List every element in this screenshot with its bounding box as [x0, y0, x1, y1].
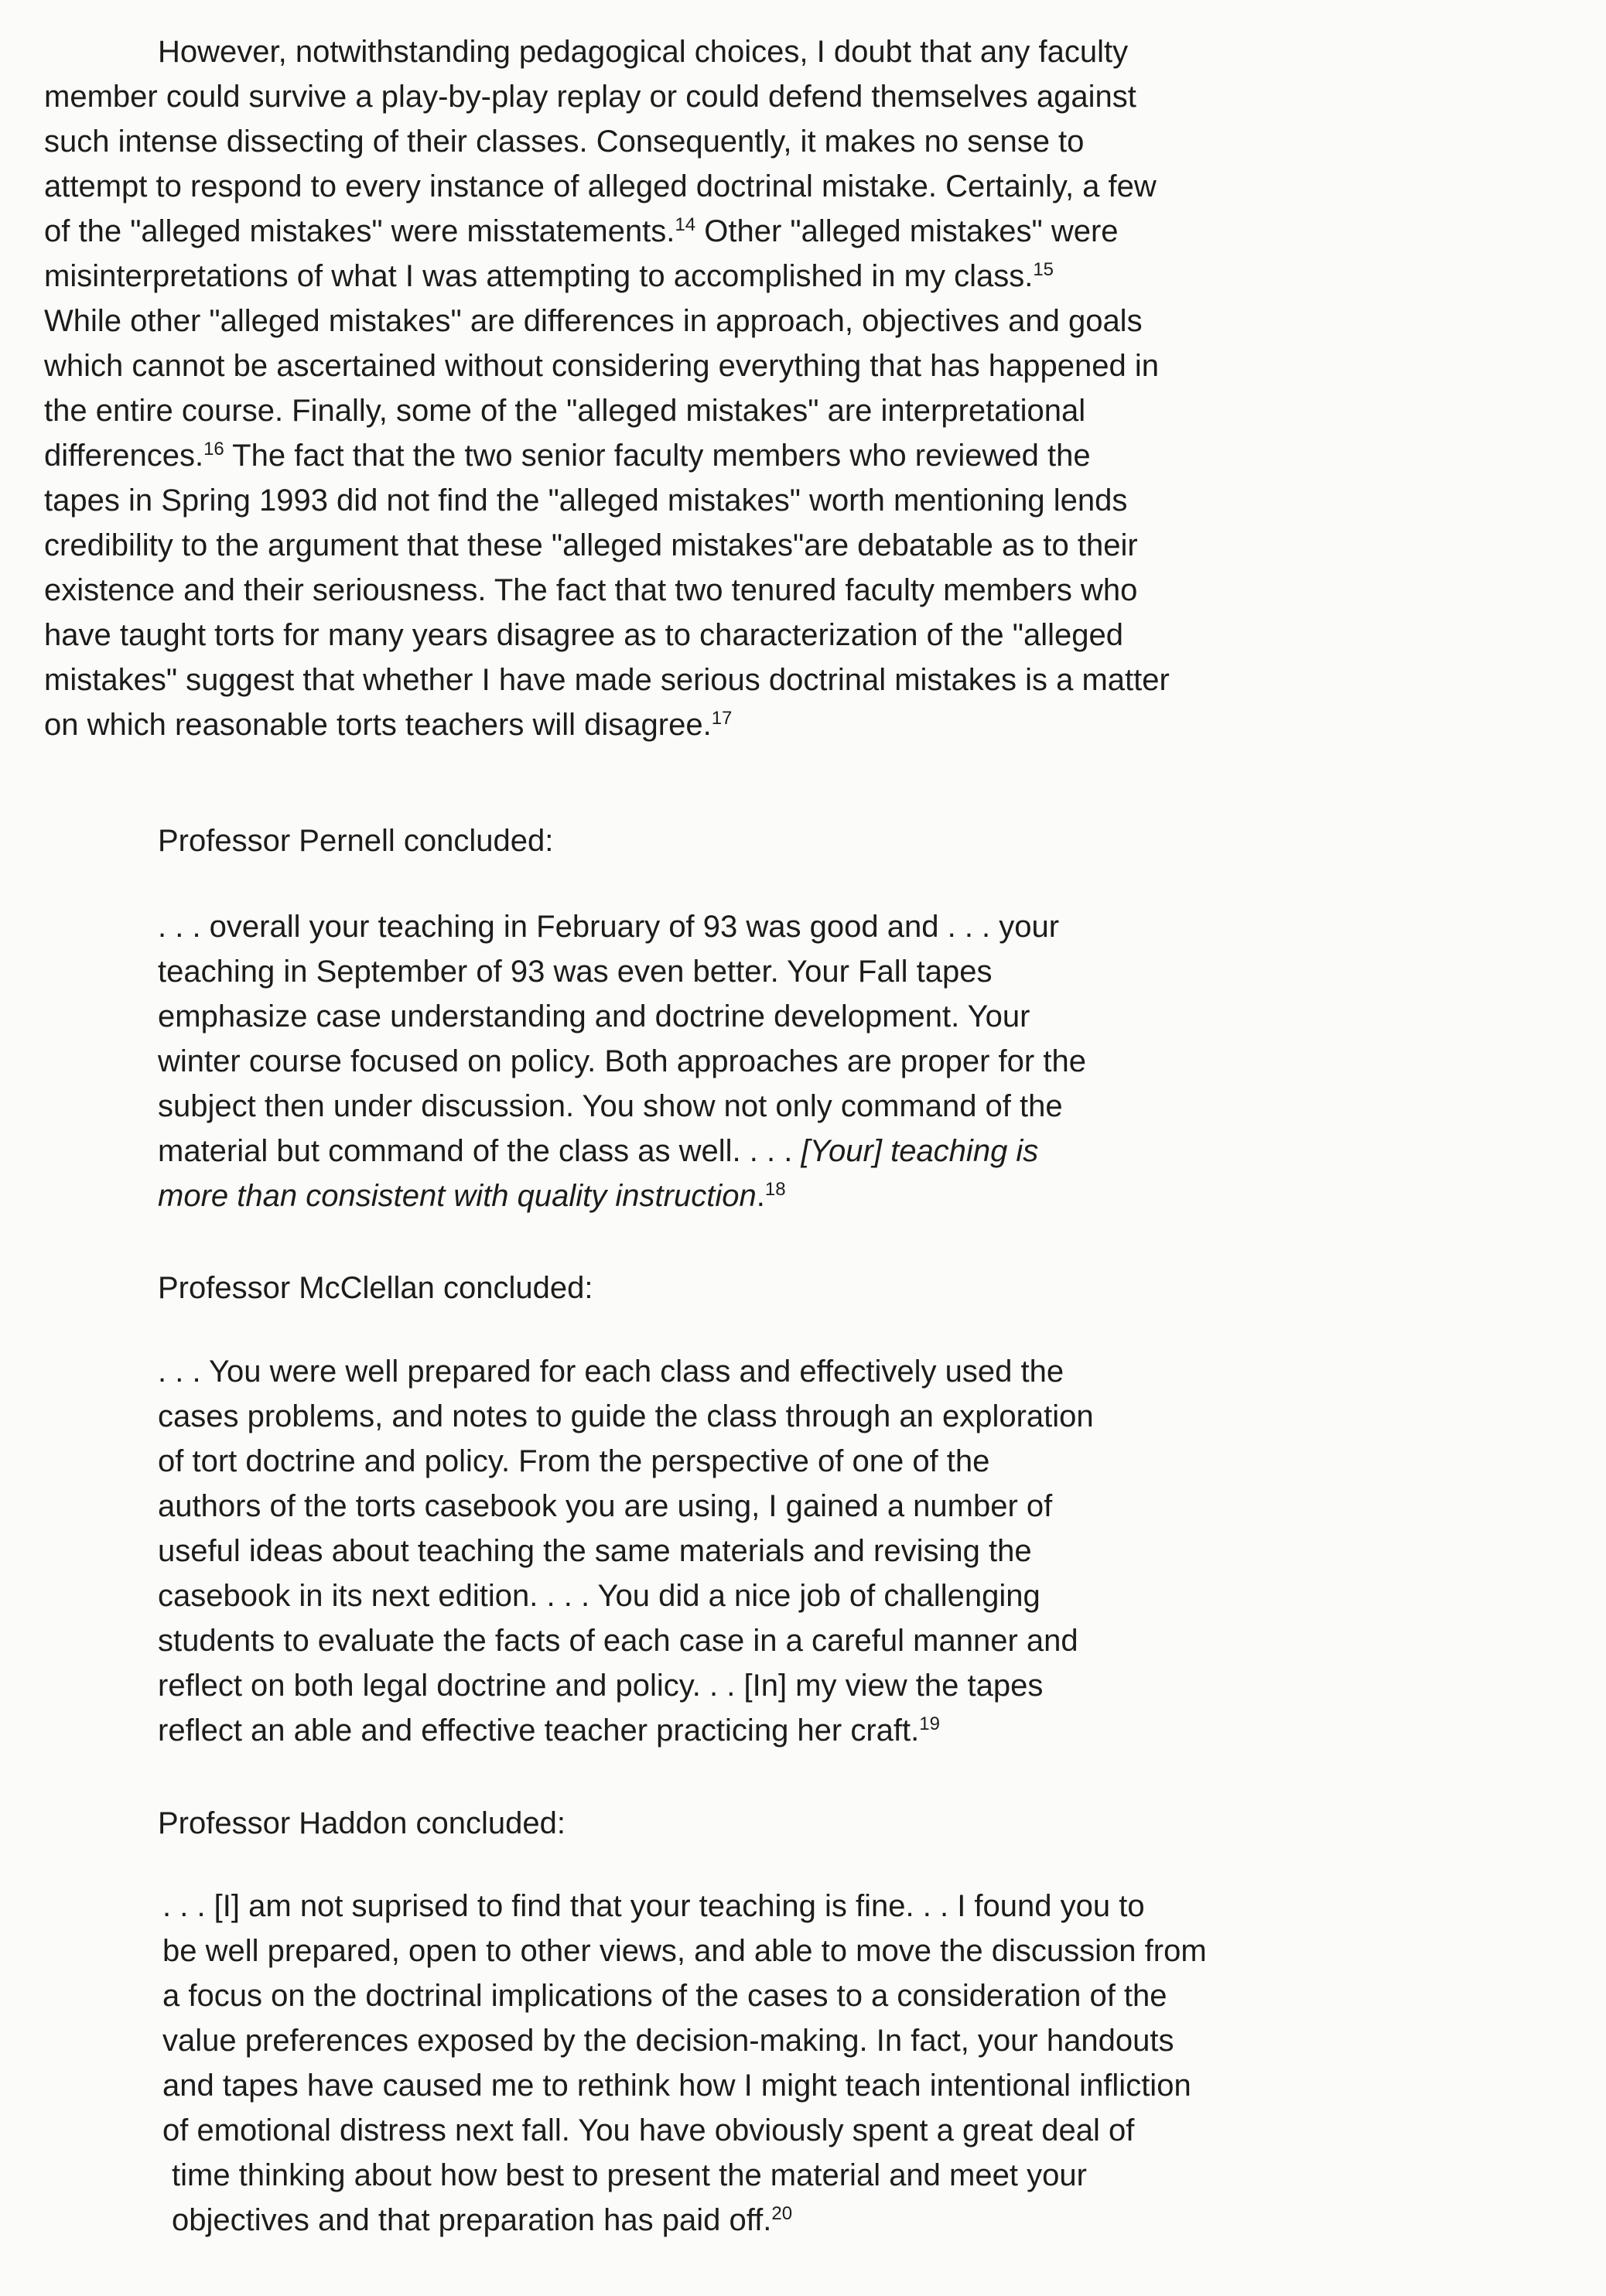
text-segment: While other "alleged mistakes" are differences in approach, objectives and goals: [44, 304, 1143, 338]
text-line: [162, 2018, 1207, 2063]
text-line: [158, 1174, 1086, 1218]
text-line: [158, 1618, 1094, 1663]
text-line: [44, 388, 1170, 433]
text-line: [44, 433, 1170, 478]
text-segment: . . . overall your teaching in February of 93 was good and . . . your: [158, 910, 1060, 944]
quote-pernell: [158, 904, 1086, 1218]
text-line: [44, 568, 1170, 613]
quote-heading-pernell: Professor Pernell concluded:: [158, 824, 554, 858]
text-segment: material but command of the class as well. . . .: [158, 1134, 801, 1168]
quote-heading-mcclellan: Professor McClellan concluded:: [158, 1271, 593, 1305]
text-line: [158, 1663, 1094, 1708]
footnote-marker: 19: [919, 1713, 940, 1734]
text-segment: . . . You were well prepared for each class and effectively used the: [158, 1355, 1064, 1389]
text-line: [158, 949, 1086, 994]
text-line: [162, 2108, 1207, 2153]
text-line: [44, 209, 1170, 254]
text-line: [162, 1973, 1207, 2018]
text-line: [162, 1929, 1207, 1973]
text-line: [158, 1084, 1086, 1129]
text-segment: reflect on both legal doctrine and policy. . . [In] my view the tapes: [158, 1669, 1044, 1703]
text-segment: The fact that the two senior faculty members who reviewed the: [224, 439, 1091, 473]
text-segment: and tapes have caused me to rethink how I might teach intentional infliction: [162, 2069, 1191, 2103]
text-line: [158, 1708, 1094, 1753]
text-segment: useful ideas about teaching the same materials and revising the: [158, 1534, 1032, 1568]
text-line: [44, 658, 1170, 702]
text-line: [44, 119, 1170, 164]
text-line: [44, 523, 1170, 568]
text-line: [162, 2153, 1207, 2198]
text-segment: Other "alleged mistakes" were: [695, 214, 1119, 248]
quote-mcclellan: [158, 1349, 1094, 1753]
text-line: [44, 343, 1170, 388]
text-line: [158, 1039, 1086, 1084]
quote-heading-haddon: Professor Haddon concluded:: [158, 1806, 566, 1840]
footnote-marker: 17: [711, 708, 733, 729]
text-segment: credibility to the argument that these "alleged mistakes"are debatable as to their: [44, 528, 1138, 562]
text-segment: students to evaluate the facts of each case in a careful manner and: [158, 1624, 1078, 1658]
text-segment: misinterpretations of what I was attempting to accomplished in my class.: [44, 259, 1034, 293]
footnote-marker: 14: [675, 214, 696, 235]
text-line: [44, 299, 1170, 343]
text-segment: attempt to respond to every instance of alleged doctrinal mistake. Certainly, a few: [44, 169, 1157, 203]
footnote-marker: 16: [203, 439, 224, 460]
text-segment: differences.: [44, 439, 204, 473]
text-segment: [Your] teaching is: [801, 1134, 1039, 1168]
text-segment: reflect an able and effective teacher practicing her craft.: [158, 1713, 920, 1748]
text-segment: . . . [I] am not suprised to find that your teaching is fine. . . I found you to: [162, 1889, 1145, 1923]
text-line: [44, 29, 1170, 74]
text-segment: casebook in its next edition. . . . You did a nice job of challenging: [158, 1579, 1040, 1613]
text-line: [44, 702, 1170, 747]
text-line: [44, 74, 1170, 119]
text-line: [44, 254, 1170, 299]
text-segment: subject then under discussion. You show not only command of the: [158, 1089, 1063, 1123]
text-segment: the entire course. Finally, some of the "alleged mistakes" are interpretational: [44, 394, 1086, 428]
footnote-marker: 20: [771, 2203, 793, 2224]
text-line: [158, 1349, 1094, 1394]
footnote-marker: 15: [1033, 259, 1054, 280]
text-segment: on which reasonable torts teachers will disagree.: [44, 708, 712, 742]
text-line: [158, 994, 1086, 1039]
text-line: [162, 1884, 1207, 1929]
text-segment: mistakes" suggest that whether I have made serious doctrinal mistakes is a matter: [44, 663, 1170, 697]
text-segment: time thinking about how best to present the material and meet your: [172, 2158, 1087, 2192]
text-segment: member could survive a play-by-play replay or could defend themselves against: [44, 80, 1136, 114]
text-line: [44, 613, 1170, 658]
text-segment: teaching in September of 93 was even better. Your Fall tapes: [158, 955, 993, 989]
text-segment: value preferences exposed by the decision-making. In fact, your handouts: [162, 2024, 1174, 2058]
text-segment: of the "alleged mistakes" were misstatements.: [44, 214, 675, 248]
text-segment: authors of the torts casebook you are using, I gained a number of: [158, 1489, 1053, 1523]
text-segment: tapes in Spring 1993 did not find the "alleged mistakes" worth mentioning lends: [44, 483, 1128, 518]
text-segment: of tort doctrine and policy. From the perspective of one of the: [158, 1444, 990, 1478]
text-segment: more than consistent with quality instruction: [158, 1179, 757, 1213]
quote-haddon: [162, 1884, 1207, 2243]
body-paragraph: [44, 29, 1170, 747]
text-line: [44, 164, 1170, 209]
text-segment: of emotional distress next fall. You have obviously spent a great deal of: [162, 2113, 1135, 2147]
text-segment: winter course focused on policy. Both approaches are proper for the: [158, 1044, 1086, 1078]
text-segment: be well prepared, open to other views, and able to move the discussion from: [162, 1934, 1207, 1968]
text-line: [158, 1529, 1094, 1573]
text-line: [158, 1394, 1094, 1439]
text-line: [158, 1129, 1086, 1174]
text-segment: have taught torts for many years disagree as to characterization of the "alleged: [44, 618, 1123, 652]
text-line: [162, 2198, 1207, 2243]
text-segment: which cannot be ascertained without considering everything that has happened in: [44, 349, 1159, 383]
footnote-marker: 18: [764, 1179, 786, 1200]
text-segment: existence and their seriousness. The fact that two tenured faculty members who: [44, 573, 1138, 607]
text-line: [162, 2063, 1207, 2108]
text-segment: a focus on the doctrinal implications of the cases to a consideration of the: [162, 1979, 1167, 2013]
text-segment: such intense dissecting of their classes. Consequently, it makes no sense to: [44, 125, 1085, 159]
text-line: [158, 1573, 1094, 1618]
text-segment: emphasize case understanding and doctrine development. Your: [158, 999, 1030, 1034]
text-segment: cases problems, and notes to guide the class through an exploration: [158, 1399, 1094, 1433]
text-segment: .: [756, 1179, 765, 1213]
text-line: [158, 904, 1086, 949]
text-segment: objectives and that preparation has paid off.: [172, 2203, 772, 2237]
text-segment: However, notwithstanding pedagogical choices, I doubt that any faculty: [158, 35, 1129, 69]
text-line: [44, 478, 1170, 523]
text-line: [158, 1484, 1094, 1529]
text-line: [158, 1439, 1094, 1484]
